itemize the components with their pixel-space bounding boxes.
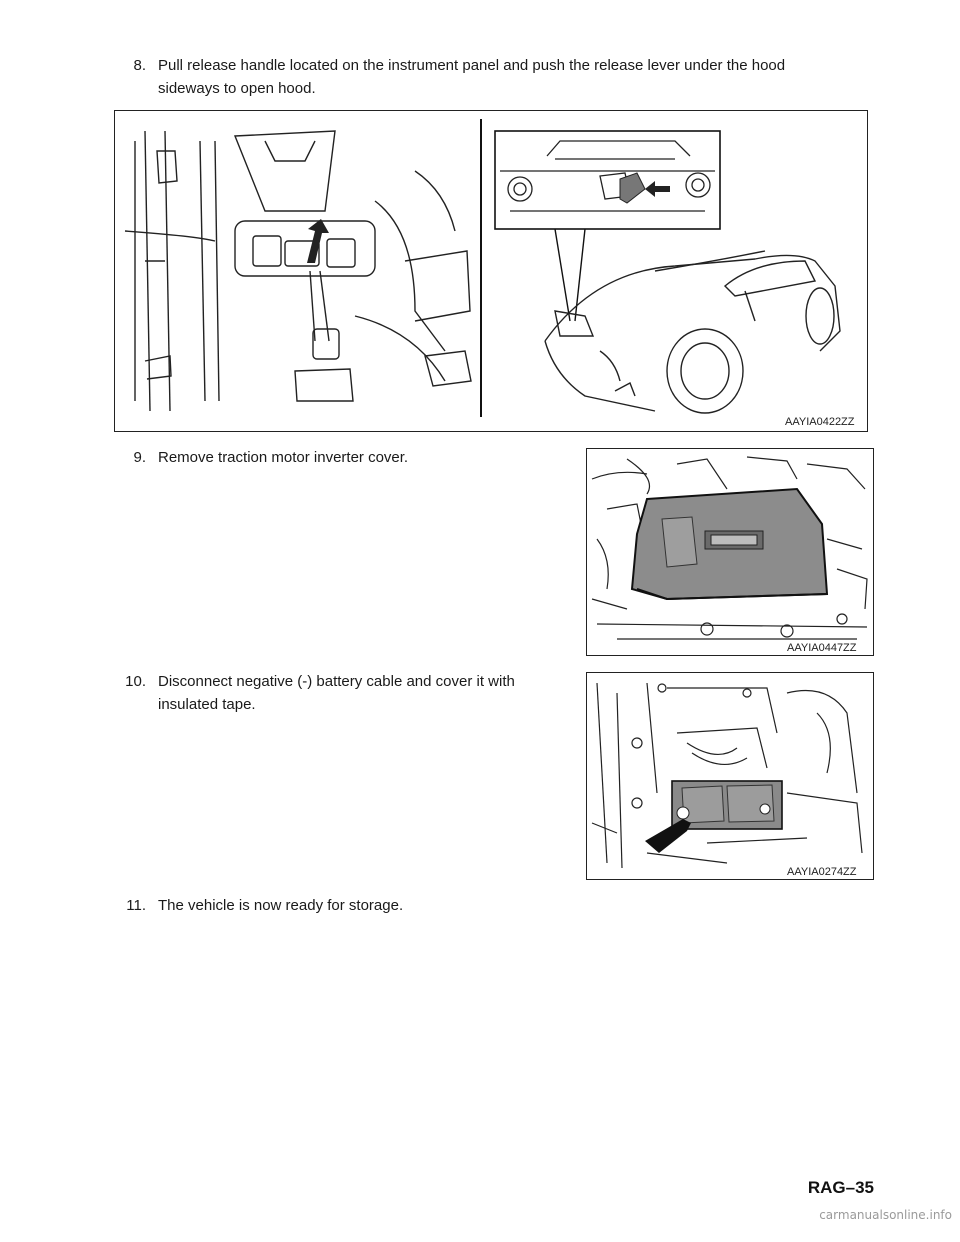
step-text-line1: Disconnect negative (-) battery cable and cover it with: [158, 673, 515, 690]
step-10: [118, 670, 558, 718]
step-text-line2: sideways to open hood.: [158, 80, 316, 97]
step-9: [118, 446, 558, 470]
step-8: [118, 54, 878, 102]
figure-battery-cable: [586, 672, 874, 880]
figure-code: AAYIA0274ZZ: [787, 866, 857, 878]
step-number: 10.: [125, 673, 146, 690]
step-number: 8.: [133, 57, 146, 74]
figure-hood-release: [114, 110, 868, 432]
step-number: 11.: [126, 897, 146, 914]
step-text-line1: The vehicle is now ready for storage.: [158, 897, 404, 914]
figure-inverter-cover: [586, 448, 874, 656]
step-number: 9.: [133, 449, 146, 466]
battery-cable-illustration: [587, 673, 873, 879]
step-text-line2: insulated tape.: [158, 696, 256, 713]
inverter-cover-illustration: [587, 449, 873, 655]
step-text-line1: Remove traction motor inverter cover.: [158, 449, 409, 466]
watermark: carmanualsonline.info: [819, 1208, 952, 1222]
page-number: RAG–35: [807, 1178, 874, 1197]
figure-code: AAYIA0422ZZ: [785, 416, 855, 428]
step-text-line1: Pull release handle located on the instrument panel and push the release lever under the hood: [158, 57, 786, 74]
figure-code: AAYIA0447ZZ: [787, 642, 857, 654]
hood-release-illustration: [115, 111, 867, 431]
step-11: [118, 894, 558, 918]
